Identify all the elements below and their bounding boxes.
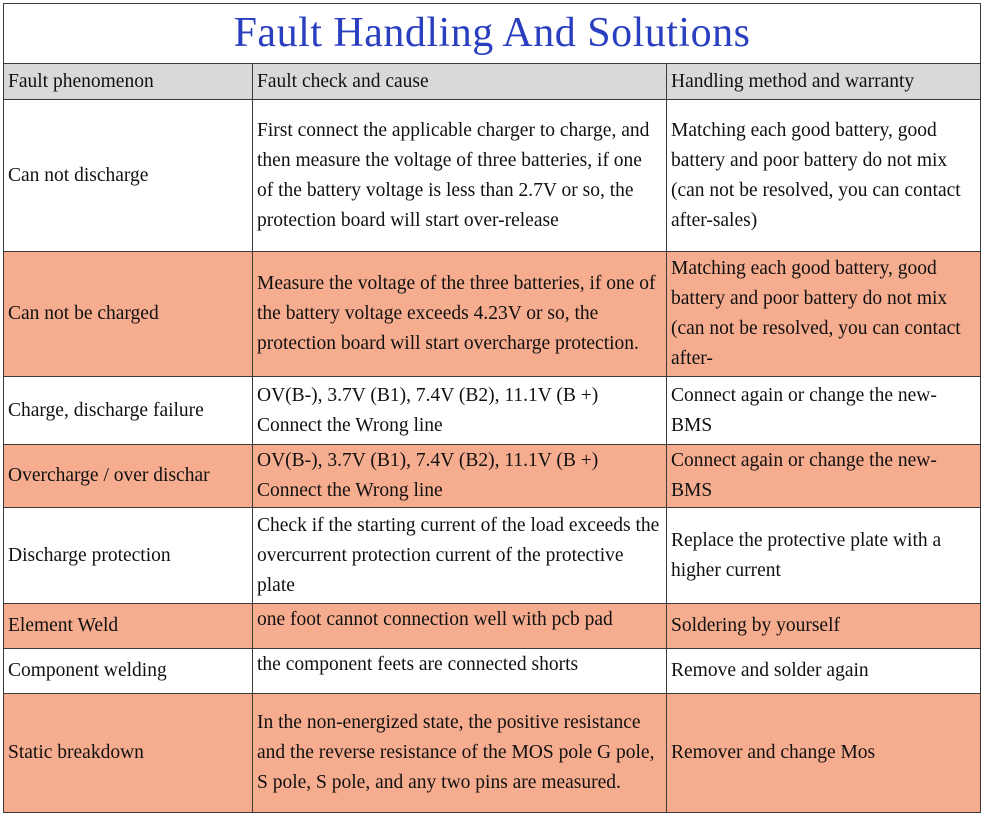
cell-check	[253, 649, 667, 694]
cell-check	[253, 100, 667, 252]
table-row	[4, 252, 981, 377]
header-phenomenon: Fault phenomenon	[4, 64, 253, 100]
cell-check-text: Measure the voltage of the three batteries, if one of the battery voltage exceeds 4.23V or so, the protection board will start overcharge protection.	[257, 273, 656, 354]
fault-table	[3, 3, 981, 813]
cell-handling	[667, 649, 981, 694]
cell-handling-text: Matching each good battery, good battery and poor battery do not mix (can not be resolved, you can contact after-	[671, 258, 961, 369]
header-row	[4, 64, 981, 100]
cell-phenomenon: Can not discharge	[4, 100, 253, 252]
cell-check	[253, 252, 667, 377]
cell-phenomenon: Component welding	[4, 649, 253, 694]
cell-check-text: First connect the applicable charger to charge, and then measure the voltage of three batteries, if one of the battery voltage is less than 2.7V or so, the protection board will start over-release	[257, 119, 650, 231]
cell-handling-text: Replace the protective plate with a higher current	[671, 529, 942, 581]
title-cell	[4, 4, 981, 64]
cell-check-text: OV(B-), 3.7V (B1), 7.4V (B2), 11.1V (B +) Connect the Wrong line	[257, 384, 599, 436]
cell-check	[253, 377, 667, 445]
cell-handling-text: Remover and change Mos	[671, 742, 876, 763]
cell-handling-text: Connect again or change the new-BMS	[671, 384, 937, 436]
cell-phenomenon: Charge, discharge failure	[4, 377, 253, 445]
cell-phenomenon: Overcharge / over dischar	[4, 445, 253, 508]
cell-check-text: the component feets are connected shorts	[257, 654, 579, 675]
cell-handling	[667, 694, 981, 813]
cell-check	[253, 694, 667, 813]
page-title: Fault Handling And Solutions	[233, 10, 751, 56]
header-check: Fault check and cause	[253, 64, 667, 100]
title-row	[4, 4, 981, 64]
cell-handling-text: Connect again or change the new-BMS	[671, 450, 937, 501]
header-handling: Handling method and warranty	[667, 64, 981, 100]
cell-check-text: OV(B-), 3.7V (B1), 7.4V (B2), 11.1V (B +) Connect the Wrong line	[257, 450, 599, 501]
cell-check	[253, 604, 667, 649]
cell-phenomenon: Can not be charged	[4, 252, 253, 377]
table-row	[4, 694, 981, 813]
table-row	[4, 649, 981, 694]
cell-handling	[667, 252, 981, 377]
cell-handling	[667, 508, 981, 604]
cell-handling-text: Remove and solder again	[671, 660, 869, 681]
cell-check-text: Check if the starting current of the load exceeds the overcurrent protection current of the protective plate	[257, 514, 660, 596]
cell-handling	[667, 445, 981, 508]
cell-phenomenon: Element Weld	[4, 604, 253, 649]
cell-phenomenon: Static breakdown	[4, 694, 253, 813]
cell-handling-text: Matching each good battery, good battery and poor battery do not mix (can not be resolved, you can contact after-sales)	[671, 119, 961, 231]
cell-phenomenon: Discharge protection	[4, 508, 253, 604]
table-row	[4, 604, 981, 649]
cell-check	[253, 508, 667, 604]
cell-check-text: one foot cannot connection well with pcb pad	[257, 609, 613, 630]
cell-check-text: In the non-energized state, the positive resistance and the reverse resistance of the MOS pole G pole, S pole, S pole, and any two pins are measured.	[257, 712, 655, 793]
table-row	[4, 445, 981, 508]
cell-check	[253, 445, 667, 508]
cell-handling	[667, 100, 981, 252]
cell-handling-text: Soldering by yourself	[671, 615, 840, 636]
table-row	[4, 508, 981, 604]
cell-handling	[667, 377, 981, 445]
cell-handling	[667, 604, 981, 649]
table-row	[4, 100, 981, 252]
table-row	[4, 377, 981, 445]
